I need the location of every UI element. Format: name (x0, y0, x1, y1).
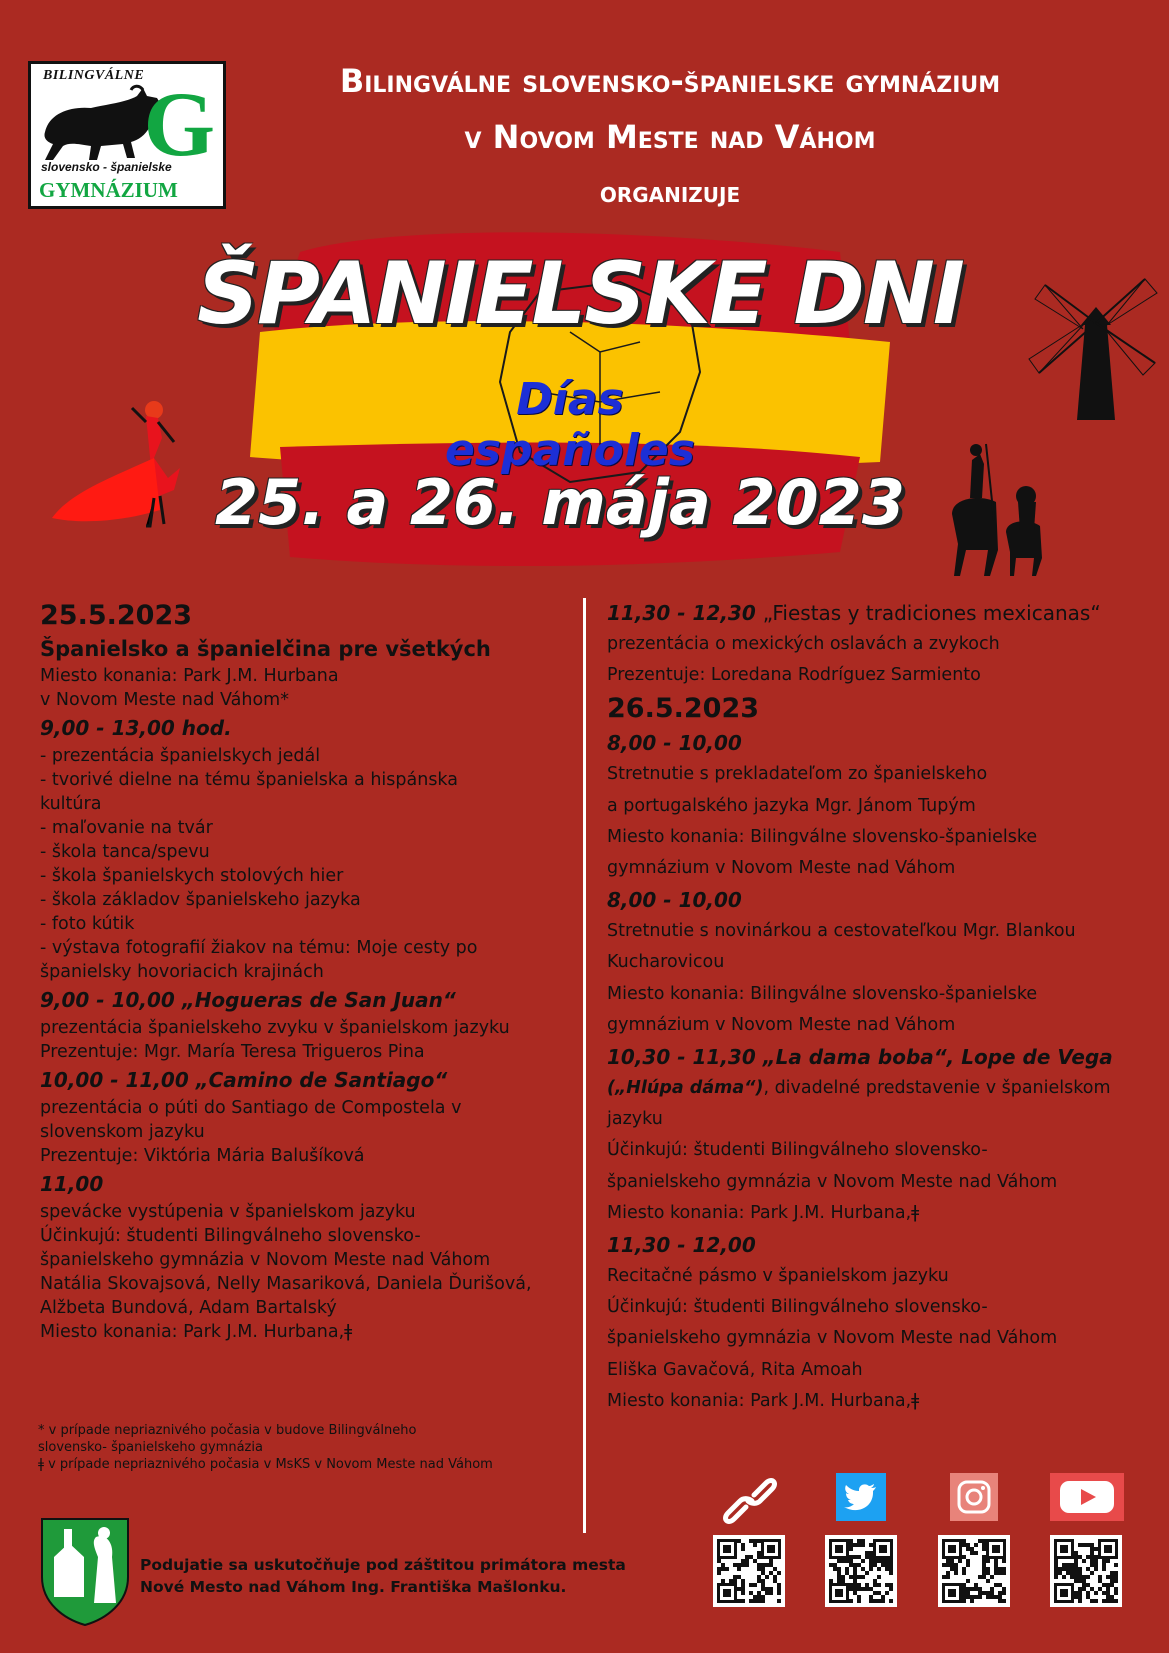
day1-t3-by: Prezentuje: Viktória Mária Balušíková (40, 1146, 365, 1166)
day2-date: 26.5.2023 (607, 693, 760, 725)
twitter-icon[interactable] (836, 1473, 886, 1521)
day1-item: - škola španielskych stolových hier (40, 866, 344, 886)
day2-t2-line: Stretnutie s novinárkou a cestovateľkou Mgr. Blankou (607, 921, 1076, 942)
day1-t2-by: Prezentuje: Mgr. María Teresa Trigueros Pina (40, 1042, 425, 1062)
day2-time4: 11,30 - 12,00 (607, 1233, 756, 1258)
header-line2: v Novom Meste nad Váhom (464, 118, 876, 156)
day2-time2: 8,00 - 10,00 (607, 888, 742, 913)
day2-t3-place: Miesto konania: Park J.M. Hurbana,ǂ (607, 1202, 920, 1223)
day1-time1: 9,00 - 13,00 hod. (40, 716, 232, 740)
day1-item: - škola tanca/spevu (40, 842, 210, 862)
day2-t3-by: Účinkujú: študenti Bilingválneho slovensko- (607, 1140, 988, 1161)
day2-t4-by-2: španielskeho gymnázia v Novom Meste nad Váhom (607, 1328, 1058, 1349)
day1-item: - prezentácia španielskych jedál (40, 746, 321, 766)
day1-place-2: v Novom Meste nad Váhom* (40, 690, 289, 710)
day1-item: - tvorivé dielne na tému španielska a hispánska (40, 770, 458, 790)
header-line1: Bilingválne slovensko-španielske gymnázium (339, 62, 1001, 100)
day1-item: - foto kútik (40, 914, 135, 934)
day1-t4-by: Účinkujú: študenti Bilingválneho slovensko- (40, 1226, 421, 1246)
day2-schedule (607, 597, 1147, 1417)
header-line3: organizuje (599, 176, 741, 209)
day1-schedule (40, 598, 570, 1344)
day1-date: 25.5.2023 (40, 600, 193, 631)
day1-t4-names-2: Alžbeta Bundová, Adam Bartalský (40, 1298, 337, 1318)
day1-time3: 10,00 - 11,00 „Camino de Santiago“ (40, 1068, 448, 1092)
day1-item: španielsky hovoriacich krajinách (40, 962, 324, 982)
patronage-text (140, 1554, 660, 1598)
patronage-line2: Nové Mesto nad Váhom Ing. Františka Mašlonku. (140, 1578, 567, 1596)
day2-t1-line: Stretnutie s prekladateľom zo španielskeho (607, 764, 988, 785)
don-quixote-icon (940, 440, 1050, 580)
day1-t4-names: Natália Skovajsová, Nelly Masariková, Daniela Ďurišová, (40, 1274, 532, 1294)
footnote-2: ǂ v prípade nepriaznivého počasia v MsKS v Novom Meste nad Váhom (38, 1457, 493, 1472)
day1-item: - škola základov španielskeho jazyka (40, 890, 361, 910)
day1-item: - maľovanie na tvár (40, 818, 213, 838)
day1-t4-place: Miesto konania: Park J.M. Hurbana,ǂ (40, 1322, 353, 1342)
day2-t3-by-2: španielskeho gymnázia v Novom Meste nad Váhom (607, 1171, 1058, 1192)
day1-t3-desc: prezentácia o púti do Santiago de Compostela v (40, 1098, 462, 1118)
footnotes (38, 1422, 598, 1473)
logo-line2: slovensko - španielske (41, 160, 172, 174)
qr-code-instagram[interactable] (938, 1535, 1010, 1607)
day1-t4-by-2: španielskeho gymnázia v Novom Meste nad Váhom (40, 1250, 491, 1270)
event-dates: 25. a 26. mája 2023 (215, 466, 905, 539)
day1-time5: 11,30 - 12,30 „Fiestas y tradiciones mexicanas“ (607, 601, 1101, 625)
logo-line3: GYMNÁZIUM (39, 178, 178, 202)
day2-t3-line: („Hlúpa dáma“), divadelné predstavenie v španielskom (607, 1078, 1111, 1099)
day1-section-title: Španielsko a španielčina pre všetkých (40, 637, 491, 661)
qr-code-link[interactable] (713, 1535, 785, 1607)
windmill-icon (1025, 275, 1165, 425)
event-title: ŠPANIELSKE DNI (197, 244, 963, 344)
city-coat-of-arms-icon (40, 1517, 130, 1627)
day2-t4-line: Recitačné pásmo v španielskom jazyku (607, 1266, 949, 1287)
flamenco-dancer-icon (50, 398, 190, 548)
patronage-line1: Podujatie sa uskutočňuje pod záštitou primátora mesta (140, 1556, 626, 1574)
day2-t2-line: Kucharovicou (607, 952, 725, 973)
column-divider (583, 598, 586, 1533)
day2-t1-line: a portugalského jazyka Mgr. Jánom Tupým (607, 795, 976, 816)
day2-t3-line: jazyku (607, 1109, 663, 1130)
qr-code-twitter[interactable] (825, 1535, 897, 1607)
day1-t2-desc: prezentácia španielskeho zvyku v španielskom jazyku (40, 1018, 510, 1038)
day2-t4-place: Miesto konania: Park J.M. Hurbana,ǂ (607, 1390, 920, 1411)
youtube-icon[interactable] (1050, 1473, 1124, 1521)
school-logo (28, 61, 226, 209)
event-subtitle: Días españoles (445, 374, 695, 476)
instagram-icon[interactable] (950, 1473, 998, 1521)
day2-t4-by: Účinkujú: študenti Bilingválneho slovensko- (607, 1297, 988, 1318)
logo-letter: G (143, 73, 215, 175)
footnote-1: * v prípade nepriaznivého počasia v budove Bilingválneho (38, 1423, 417, 1438)
link-icon[interactable] (720, 1473, 780, 1529)
day2-t2-place-2: gymnázium v Novom Meste nad Váhom (607, 1014, 956, 1035)
day2-time1: 8,00 - 10,00 (607, 731, 742, 756)
logo-line1: BILINGVÁLNE (43, 68, 145, 83)
qr-code-youtube[interactable] (1050, 1535, 1122, 1607)
day2-t4-names: Eliška Gavačová, Rita Amoah (607, 1359, 863, 1380)
day1-place: Miesto konania: Park J.M. Hurbana (40, 666, 339, 686)
day1-item: - výstava fotografií žiakov na tému: Moje cesty po (40, 938, 478, 958)
day1-t5-by: Prezentuje: Loredana Rodríguez Sarmiento (607, 665, 981, 686)
day2-t1-place-2: gymnázium v Novom Meste nad Váhom (607, 858, 956, 879)
day2-t1-place: Miesto konania: Bilingválne slovensko-španielske (607, 826, 1038, 847)
day1-t5-desc: prezentácia o mexických oslavách a zvykoch (607, 634, 1000, 654)
day1-t3-desc-2: slovenskom jazyku (40, 1122, 205, 1142)
day1-item: kultúra (40, 794, 102, 814)
day1-time2: 9,00 - 10,00 „Hogueras de San Juan“ (40, 988, 456, 1012)
day1-time4: 11,00 (40, 1172, 104, 1196)
day2-t2-place: Miesto konania: Bilingválne slovensko-španielske (607, 983, 1038, 1004)
footnote-1-cont: slovensko- španielskeho gymnázia (38, 1440, 263, 1455)
day2-time3: 10,30 - 11,30 „La dama boba“, Lope de Vega (607, 1045, 1113, 1070)
day1-t4-desc: spevácke vystúpenia v španielskom jazyku (40, 1202, 416, 1222)
